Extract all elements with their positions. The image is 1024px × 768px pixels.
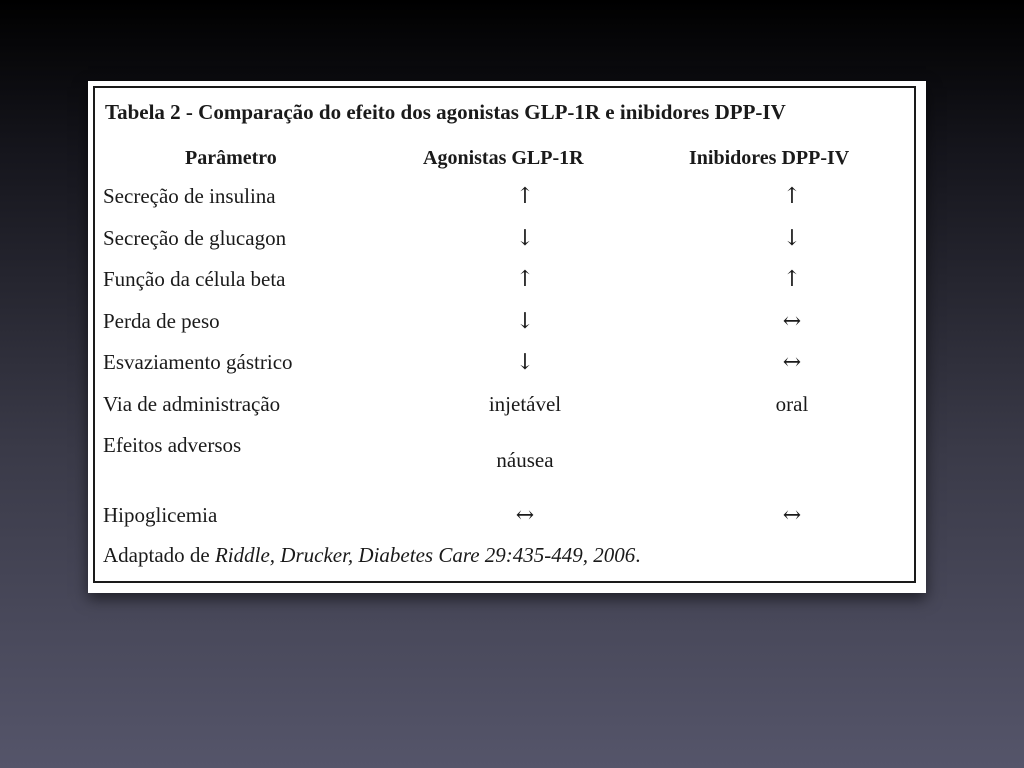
row-label: Efeitos adversos <box>103 433 242 457</box>
citation <box>103 545 641 566</box>
row-label: Via de administração <box>103 392 281 416</box>
row-label: Perda de peso <box>103 309 220 333</box>
cell-glp1r: ↓ <box>515 226 535 251</box>
cell-glp1r: ↔ <box>515 503 535 528</box>
cell-dpp4: ↔ <box>782 350 802 375</box>
cell-glp1r: injetável <box>488 392 562 416</box>
row-label: Hipoglicemia <box>103 503 218 527</box>
table-image <box>88 81 926 593</box>
cell-glp1r: ↓ <box>515 309 535 334</box>
cell-glp1r: ↑ <box>515 184 535 209</box>
citation-prefix: Adaptado de <box>103 543 215 567</box>
cell-dpp4: ↔ <box>782 309 802 334</box>
cell-glp1r: ↓ <box>515 350 535 375</box>
cell-dpp4: ↔ <box>782 503 802 528</box>
row-label: Esvaziamento gástrico <box>103 350 293 374</box>
row-label: Função da célula beta <box>103 267 286 291</box>
table-title: Tabela 2 - Comparação do efeito dos agonistas GLP-1R e inibidores DPP-IV <box>105 100 786 124</box>
cell-glp1r: náusea <box>496 448 554 472</box>
cell-glp1r: ↑ <box>515 267 535 292</box>
row-label: Secreção de insulina <box>103 184 276 208</box>
row-label: Secreção de glucagon <box>103 226 287 250</box>
cell-dpp4: ↑ <box>782 267 802 292</box>
column-header-glp1r: Agonistas GLP-1R <box>423 147 584 169</box>
citation-reference: Riddle, Drucker, Diabetes Care 29:435-449, 2006 <box>214 543 636 567</box>
cell-dpp4: ↓ <box>782 226 802 251</box>
column-header-dpp4: Inibidores DPP-IV <box>689 147 850 169</box>
table-frame <box>93 86 916 583</box>
cell-dpp4: oral <box>775 392 809 416</box>
citation-suffix: . <box>635 543 641 567</box>
column-header-parameter: Parâmetro <box>185 147 277 169</box>
cell-dpp4: ↑ <box>782 184 802 209</box>
